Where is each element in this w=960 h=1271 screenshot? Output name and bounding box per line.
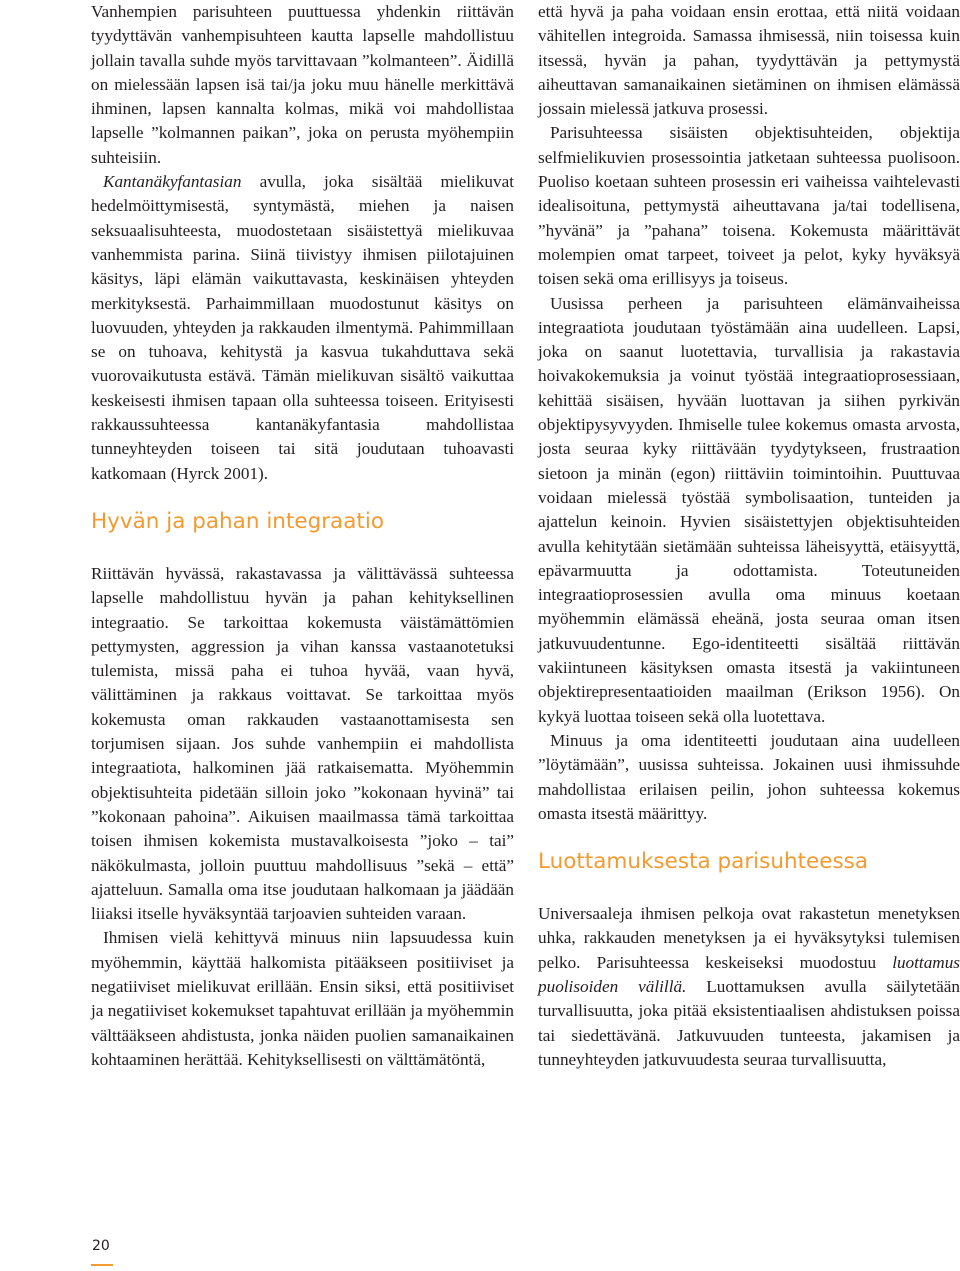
page-number-underline [91, 1264, 113, 1266]
left-column [91, 0, 514, 1072]
paragraph: Minuus ja oma identiteetti joudutaan aina uudelleen ”löytämään”, uusissa suhteissa. Jokainen uusi ihmissuhde mahdollistaa erilaisen peilin, johon suhteessa kokemus omasta itsestä määrittyy. [538, 730, 960, 823]
paragraph: Vanhempien parisuhteen puuttuessa yhdenkin riittävän tyydyttävän vanhempisuhteen kautta lapselle mahdollistuu jollain tavalla suhde myös tarvittavaan ”kolmanteen”. Äidillä on mielessään lapsen isä tai/ja joku muu hänelle merkittävä ihminen, lapsen kannalta kolmas, mikä voi mahdollistaa lapselle ”kolmannen paikan”, joka on perusta myöhempiin suhteisiin. [91, 2, 514, 167]
italic-term: Kantanäkyfantasian [103, 172, 242, 192]
paragraph: Parisuhteessa sisäisten objektisuhteiden, objektija selfmielikuvien prosessointia jatketaan suhteessa puolisoon. Puoliso koetaan suhteen prosessin eri vaiheissa vaihtelevasti idealisoituna, pettymystä aiheuttavana ja/tai todellisena, ”hyvänä” ja ”pahana” toisena. Kokemusta määrittävät molempien omat tarpeet, toiveet ja pelot, kyky hyväksyä toisen sekä oma erillisyys ja toiseus. [538, 123, 960, 289]
right-column [538, 0, 960, 1072]
paragraph-text: Universaaleja ihmisen pelkoja ovat rakastetun menetyksen uhka, rakkauden menetyksen ja ei hyväksytyksi tulemisen pelko. Parisuhteessa keskeiseksi muodostuu [538, 904, 960, 972]
page-number: 20 [92, 1238, 110, 1254]
paragraph: että hyvä ja paha voidaan ensin erottaa, että niitä voidaan vähitellen integroida. Samassa ihmisessä, niin toisessa kuin itsessä, hyvän ja pahan, tyydyttävän ja pettymystä aiheuttavan samanaikainen sietäminen on ihmisen elämässä jossain mielessä jatkuva prosessi. [538, 2, 960, 119]
paragraph [538, 902, 960, 1072]
italic-term: luottamus puolisoiden välillä. [538, 952, 960, 996]
paragraph-text: avulla, joka sisältää mielikuvat hedelmöittymisestä, syntymästä, miehen ja naisen seksuaalisuhteesta, muodostetaan sisäistettyä mielikuvaa vanhemmista parina. Siinä tiivistyy ihmisen piilotajuinen käsitys, läpi elämän vaikuttavasta, keskinäisen yhteyden merkityksestä. Parhaimmillaan muodostunut käsitys on luovuuden, yhteyden ja rakkauden ilmentymä. Pahimmillaan se on tuhoava, kehitystä ja kasvua tukahduttava sekä vuorovaikutusta estävä. Tämän mielikuvan sisältö vaikuttaa keskeisesti ihmisen tapaan olla suhteessa toiseen. Erityisesti rakkaussuhteessa kantanäkyfantasia mahdollistaa tunneyhteyden toiseen tai sitä joudutaan tuhoavasti katkomaan (Hyrck 2001). [91, 172, 514, 483]
paragraph: Ihmisen vielä kehittyvä minuus niin lapsuudessa kuin myöhemmin, käyttää halkomista pitääkseen positiiviset ja negatiiviset mielikuvat erillään. Ensin siksi, että positiiviset ja negatiiviset kokemukset tapahtuvat erillään ja myöhemmin välttääkseen ahdistusta, jonka näiden puolien samanaikainen kohtaaminen herättää. Kehityksellisesti on välttämätöntä, [91, 928, 514, 1069]
section-heading: Hyvän ja pahan integraatio [91, 508, 384, 534]
paragraph-text: Luottamuksen avulla säilytetään turvallisuutta, joka pitää eksistentiaalisen ahdistuksen poissa tai siedettävänä. Jatkuvuuden tunteesta, jakamisen ja tunneyhteyden jatkuvuudesta seuraa turvallisuutta, [538, 976, 960, 1069]
paragraph: Riittävän hyvässä, rakastavassa ja välittävässä suhteessa lapselle mahdollistuu hyvän ja pahan kehityksellinen integraatio. Se tarkoittaa kokemusta väistämättömien pettymysten, aggression ja vihan kanssa vastaanotetuksi tulemista, missä paha ei tuhoa hyvää, vaan hyvä, välittäminen ja rakkaus voittavat. Se tarkoittaa myös kokemusta oman rakkauden vastaanottamisesta sen torjumisen sijaan. Jos suhde vanhempiin ei mahdollista integraatiota, halkominen jää ratkaisematta. Myöhemmin objektisuhteita pidetään silloin joko ”kokonaan hyvinä” tai ”kokonaan pahoina”. Aikuisen maailmassa tämä tarkoittaa toisen ihmisen kokemista mustavalkoisesta ”joko – tai” näkökulmasta, jolloin puuttuu mahdollisuus ”sekä – että” ajatteluun. Samalla oma itse joudutaan halkomaan ja jäädään liiaksi itselle hyväksyntää tarjoavien suhteiden varaan. [91, 563, 514, 924]
section-heading: Luottamuksesta parisuhteessa [538, 849, 869, 875]
paragraph [91, 170, 514, 486]
paragraph: Uusissa perheen ja parisuhteen elämänvaiheissa integraatiota joudutaan työstämään aina uudelleen. Lapsi, joka on saanut luotettavia, turvallisia ja rakastavia hoivakokemuksia ja voinut työstää integraatioprosessiaan, kehittää sisäisen, hyvään luottavan ja siihen pyrkivän objektipysyvyyden. Ihmiselle tulee kokemus omasta arvosta, josta seuraa kyky riittävään tyydytykseen, frustraation sietoon ja minän (egon) riittäviin toimintoihin. Puuttuvaa voidaan mielessä työstää symbolisaation, tunteiden ja ajattelun keinoin. Hyvien sisäistettyjen objektisuhteiden avulla kehitytään sietämään suhteissa läheisyyttä, etäisyyttä, epävarmuutta ja odottamista. Toteutuneiden integraatioprosessien avulla oma minuus koetaan myöhemmin elämässä eheänä, josta seuraa oman itsen jatkuvuudentunne. Ego-identiteetti sisältää riittävän vakiintuneen käsityksen omasta itsestä ja vakiintuneen objektirepresentaatioiden maailman (Erikson 1956). On kykyä luottaa toiseen sekä olla luotettava. [538, 293, 960, 726]
